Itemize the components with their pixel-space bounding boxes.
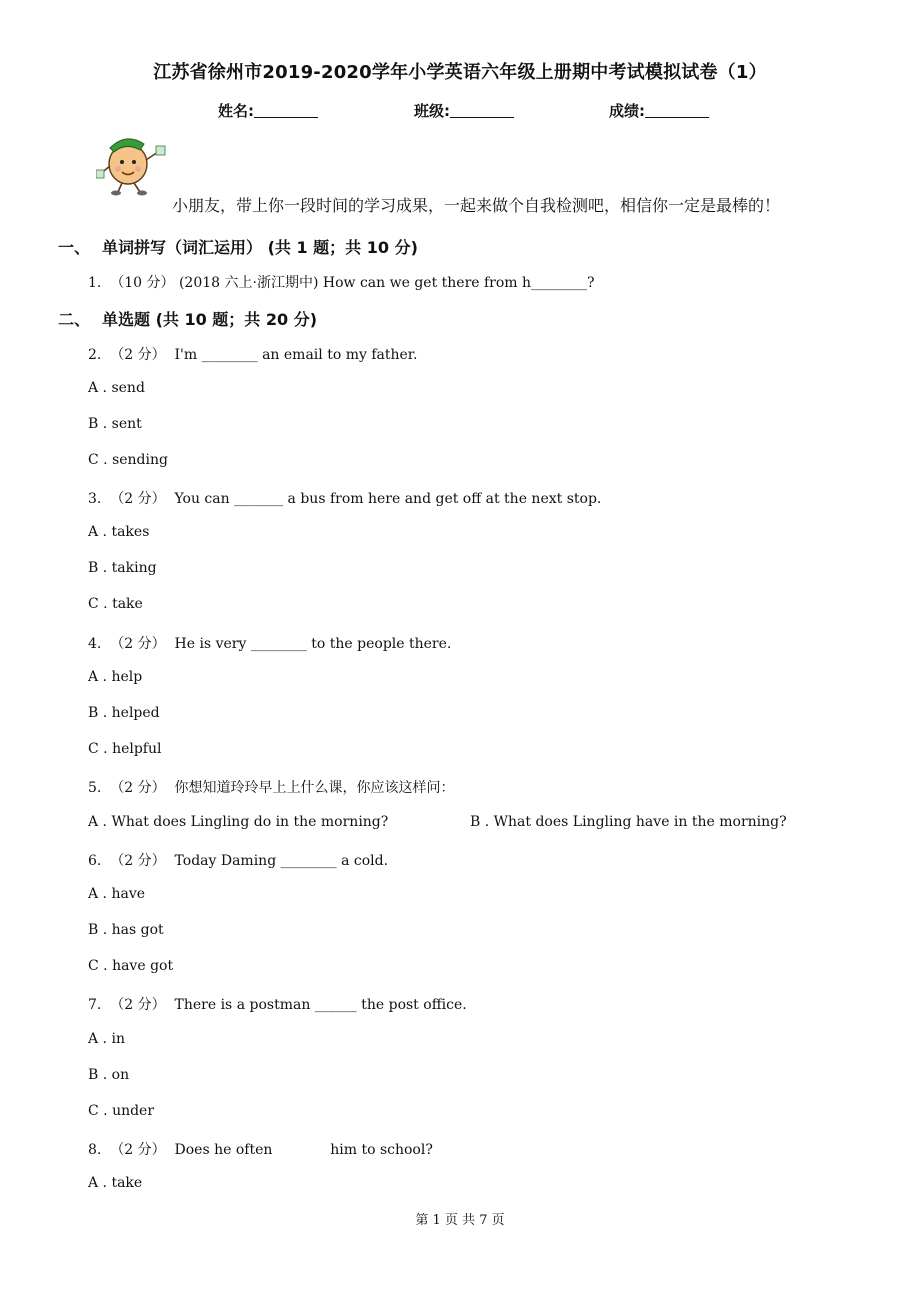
question-text: 3. （2 分） You can _______ a bus from here and get off at the next stop. (88, 491, 602, 507)
class-label: 班级: (414, 102, 450, 120)
name-field (218, 100, 318, 121)
option-item: A . take (88, 1175, 143, 1191)
section-heading (58, 235, 418, 258)
option-item: A . What does Lingling do in the morning? (88, 814, 389, 830)
question-text: 2. （2 分） I'm ________ an email to my father. (88, 347, 418, 363)
section-number: 一、 (58, 238, 91, 257)
page-title: 江苏省徐州市2019-2020学年小学英语六年级上册期中考试模拟试卷（1） (153, 62, 767, 83)
option-item: C . take (88, 596, 143, 612)
question-text: 5. （2 分） 你想知道玲玲早上上什么课，你应该这样问： (88, 780, 455, 796)
section-title: 单选题 (共 10 题；共 20 分) (102, 310, 318, 329)
mascot-icon (96, 130, 168, 196)
question-text: 8. （2 分） Does he often him to school? (88, 1142, 433, 1158)
option-item: B . sent (88, 416, 142, 432)
option-item: B . taking (88, 560, 157, 576)
encouragement-text: 小朋友，带上你一段时间的学习成果，一起来做个自我检测吧，相信你一定是最棒的！ (172, 196, 781, 215)
option-item: A . send (88, 380, 145, 396)
question-text: 7. （2 分） There is a postman ______ the post office. (88, 997, 467, 1013)
question-text: 1. （10 分） (2018 六上·浙江期中) How can we get there from h________? (88, 275, 595, 291)
option-item: B . helped (88, 705, 160, 721)
name-label: 姓名: (218, 102, 254, 120)
question-text: 6. （2 分） Today Daming ________ a cold. (88, 853, 389, 869)
name-blank (254, 103, 318, 118)
page-footer: 第 1 页 共 7 页 (415, 1213, 505, 1228)
option-item: A . have (88, 886, 146, 902)
score-field (609, 100, 709, 121)
class-field (414, 100, 514, 121)
option-item: C . have got (88, 958, 174, 974)
option-item: C . under (88, 1103, 155, 1119)
score-blank (645, 103, 709, 118)
class-blank (450, 103, 514, 118)
option-item: C . helpful (88, 741, 162, 757)
option-item: C . sending (88, 452, 168, 468)
question-text: 4. （2 分） He is very ________ to the people there. (88, 636, 452, 652)
option-item: B . What does Lingling have in the morning? (470, 814, 787, 830)
option-item: A . in (88, 1031, 125, 1047)
option-item: B . has got (88, 922, 164, 938)
section-number: 二、 (58, 310, 91, 329)
option-item: A . takes (88, 524, 150, 540)
option-item: A . help (88, 669, 143, 685)
score-label: 成绩: (609, 102, 645, 120)
section-heading (58, 307, 317, 330)
section-title: 单词拼写（词汇运用） (共 1 题；共 10 分) (102, 238, 418, 257)
option-item: B . on (88, 1067, 130, 1083)
